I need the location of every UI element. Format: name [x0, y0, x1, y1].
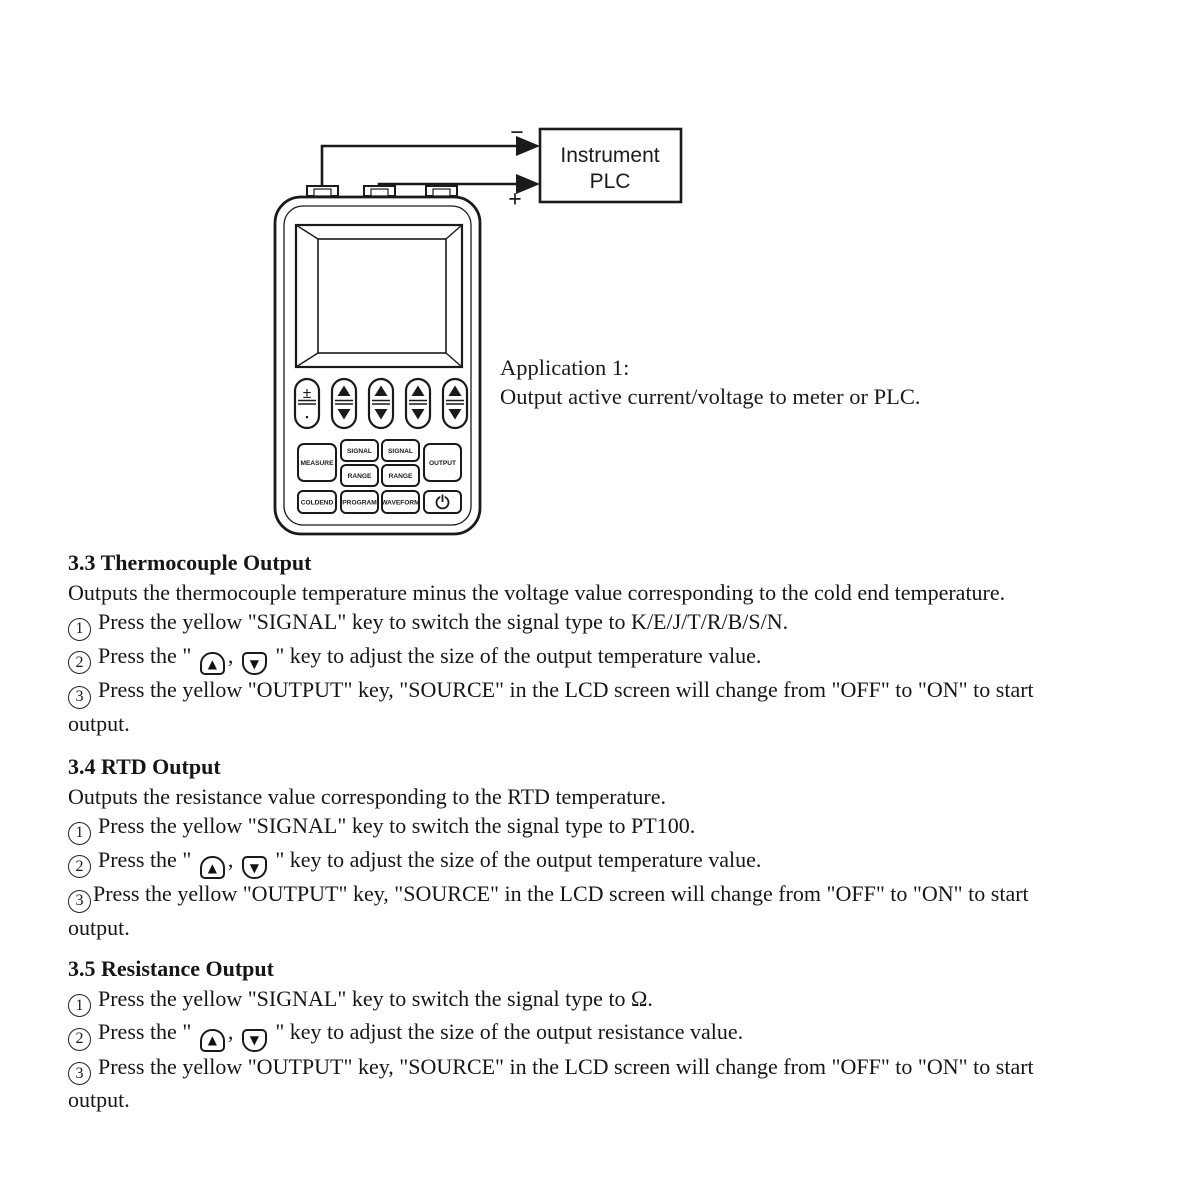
up-key-icon: ▲: [200, 1029, 225, 1052]
application-caption-line1: Application 1:: [500, 355, 630, 380]
down-key-icon: ▼: [242, 856, 267, 879]
down-key-icon: ▼: [242, 652, 267, 675]
step-text: ,: [227, 846, 239, 872]
step-text: Press the ": [98, 642, 197, 668]
step-text: " key to adjust the size of the output resistance value.: [269, 1019, 744, 1044]
step-1: [68, 811, 1148, 845]
step-1: [68, 984, 1148, 1018]
step-3: [68, 879, 1148, 913]
plc-box-line1: Instrument: [560, 144, 660, 167]
calibrator-device: [275, 186, 480, 534]
diagram-canvas: [0, 0, 1200, 548]
terminals: [307, 186, 457, 196]
step-text: ,: [227, 642, 239, 668]
step-3-continued: output.: [68, 914, 130, 940]
section-title: 3.3 Thermocouple Output: [68, 550, 312, 575]
lcd-screen: [296, 225, 462, 367]
signal-key-label: SIGNAL: [388, 448, 413, 455]
wires: [322, 146, 518, 196]
section-title: 3.5 Resistance Output: [68, 956, 274, 981]
rocker-up-down-key: [443, 379, 467, 428]
coldend-key-label: COLDEND: [300, 499, 334, 507]
step-text: Press the ": [98, 846, 197, 872]
plus-polarity-label: +: [508, 187, 522, 213]
rocker-buttons: [295, 379, 467, 428]
measure-key-label: MEASURE: [300, 460, 334, 467]
minus-polarity-label: −: [510, 120, 524, 146]
plc-box: [540, 129, 681, 202]
step-text: Press the yellow "SIGNAL" key to switch the signal type to K/E/J/T/R/B/S/N.: [98, 609, 789, 634]
signal-key-label: SIGNAL: [347, 448, 372, 455]
waveform-key-label: WAVEFORM: [381, 499, 420, 507]
step-text: Press the ": [98, 1019, 197, 1044]
step-number-circle: 1: [68, 994, 91, 1017]
output-key-label: OUTPUT: [428, 460, 457, 467]
section-rtd-output: [68, 752, 1148, 942]
range-key-label: RANGE: [347, 473, 372, 480]
step-text: Press the yellow "SIGNAL" key to switch the signal type to Ω.: [98, 985, 653, 1011]
step-text: Press the yellow "OUTPUT" key, "SOURCE" in the LCD screen will change from "OFF" to "ON" to start: [93, 881, 1029, 906]
step-number-circle: 2: [68, 855, 91, 878]
step-3: [68, 1052, 1148, 1086]
range-key-label: RANGE: [388, 473, 413, 480]
application-caption: [500, 353, 921, 411]
rocker-up-down-key: [332, 379, 356, 428]
section-intro: Outputs the resistance value corresponding to the RTD temperature.: [68, 783, 666, 809]
step-text: Press the yellow "OUTPUT" key, "SOURCE" in the LCD screen will change from "OFF" to "ON" to start: [98, 677, 1034, 702]
down-key-icon: ▼: [242, 1029, 267, 1052]
manual-text: [68, 548, 1148, 1115]
step-2: [68, 641, 1148, 676]
step-2: [68, 1017, 1148, 1052]
step-number-circle: 2: [68, 651, 91, 674]
section-intro: Outputs the thermocouple temperature minus the voltage value corresponding to the cold end temperature.: [68, 579, 1006, 605]
step-text: ,: [227, 1019, 239, 1044]
step-number-circle: 3: [68, 1062, 91, 1085]
step-3: [68, 675, 1148, 709]
step-number-circle: 3: [68, 890, 91, 913]
section-thermocouple-output: [68, 548, 1148, 738]
step-text: " key to adjust the size of the output temperature value.: [269, 846, 762, 872]
step-3-continued: output.: [68, 710, 130, 736]
program-key-label: PROGRAM: [342, 499, 377, 507]
application-caption-line2: Output active current/voltage to meter or PLC.: [500, 384, 921, 409]
step-number-circle: 1: [68, 822, 91, 845]
step-text: " key to adjust the size of the output temperature value.: [269, 642, 762, 668]
connection-diagram: [0, 0, 1200, 548]
dot-key-label: ▪: [305, 412, 309, 422]
step-3-continued: output.: [68, 1087, 130, 1112]
step-number-circle: 2: [68, 1028, 91, 1051]
step-text: Press the yellow "SIGNAL" key to switch the signal type to PT100.: [98, 813, 696, 838]
plus-minus-key-label: ±: [302, 385, 312, 402]
up-key-icon: ▲: [200, 652, 225, 675]
rocker-up-down-key: [406, 379, 430, 428]
step-number-circle: 1: [68, 618, 91, 641]
rocker-up-down-key: [369, 379, 393, 428]
up-key-icon: ▲: [200, 856, 225, 879]
step-2: [68, 845, 1148, 880]
wire-minus: [322, 146, 518, 196]
section-title: 3.4 RTD Output: [68, 754, 221, 779]
step-text: Press the yellow "OUTPUT" key, "SOURCE" in the LCD screen will change from "OFF" to "ON" to start: [98, 1053, 1034, 1079]
plc-box-line2: PLC: [589, 170, 631, 193]
step-1: [68, 607, 1148, 641]
section-resistance-output: [68, 954, 1148, 1115]
step-number-circle: 3: [68, 686, 91, 709]
